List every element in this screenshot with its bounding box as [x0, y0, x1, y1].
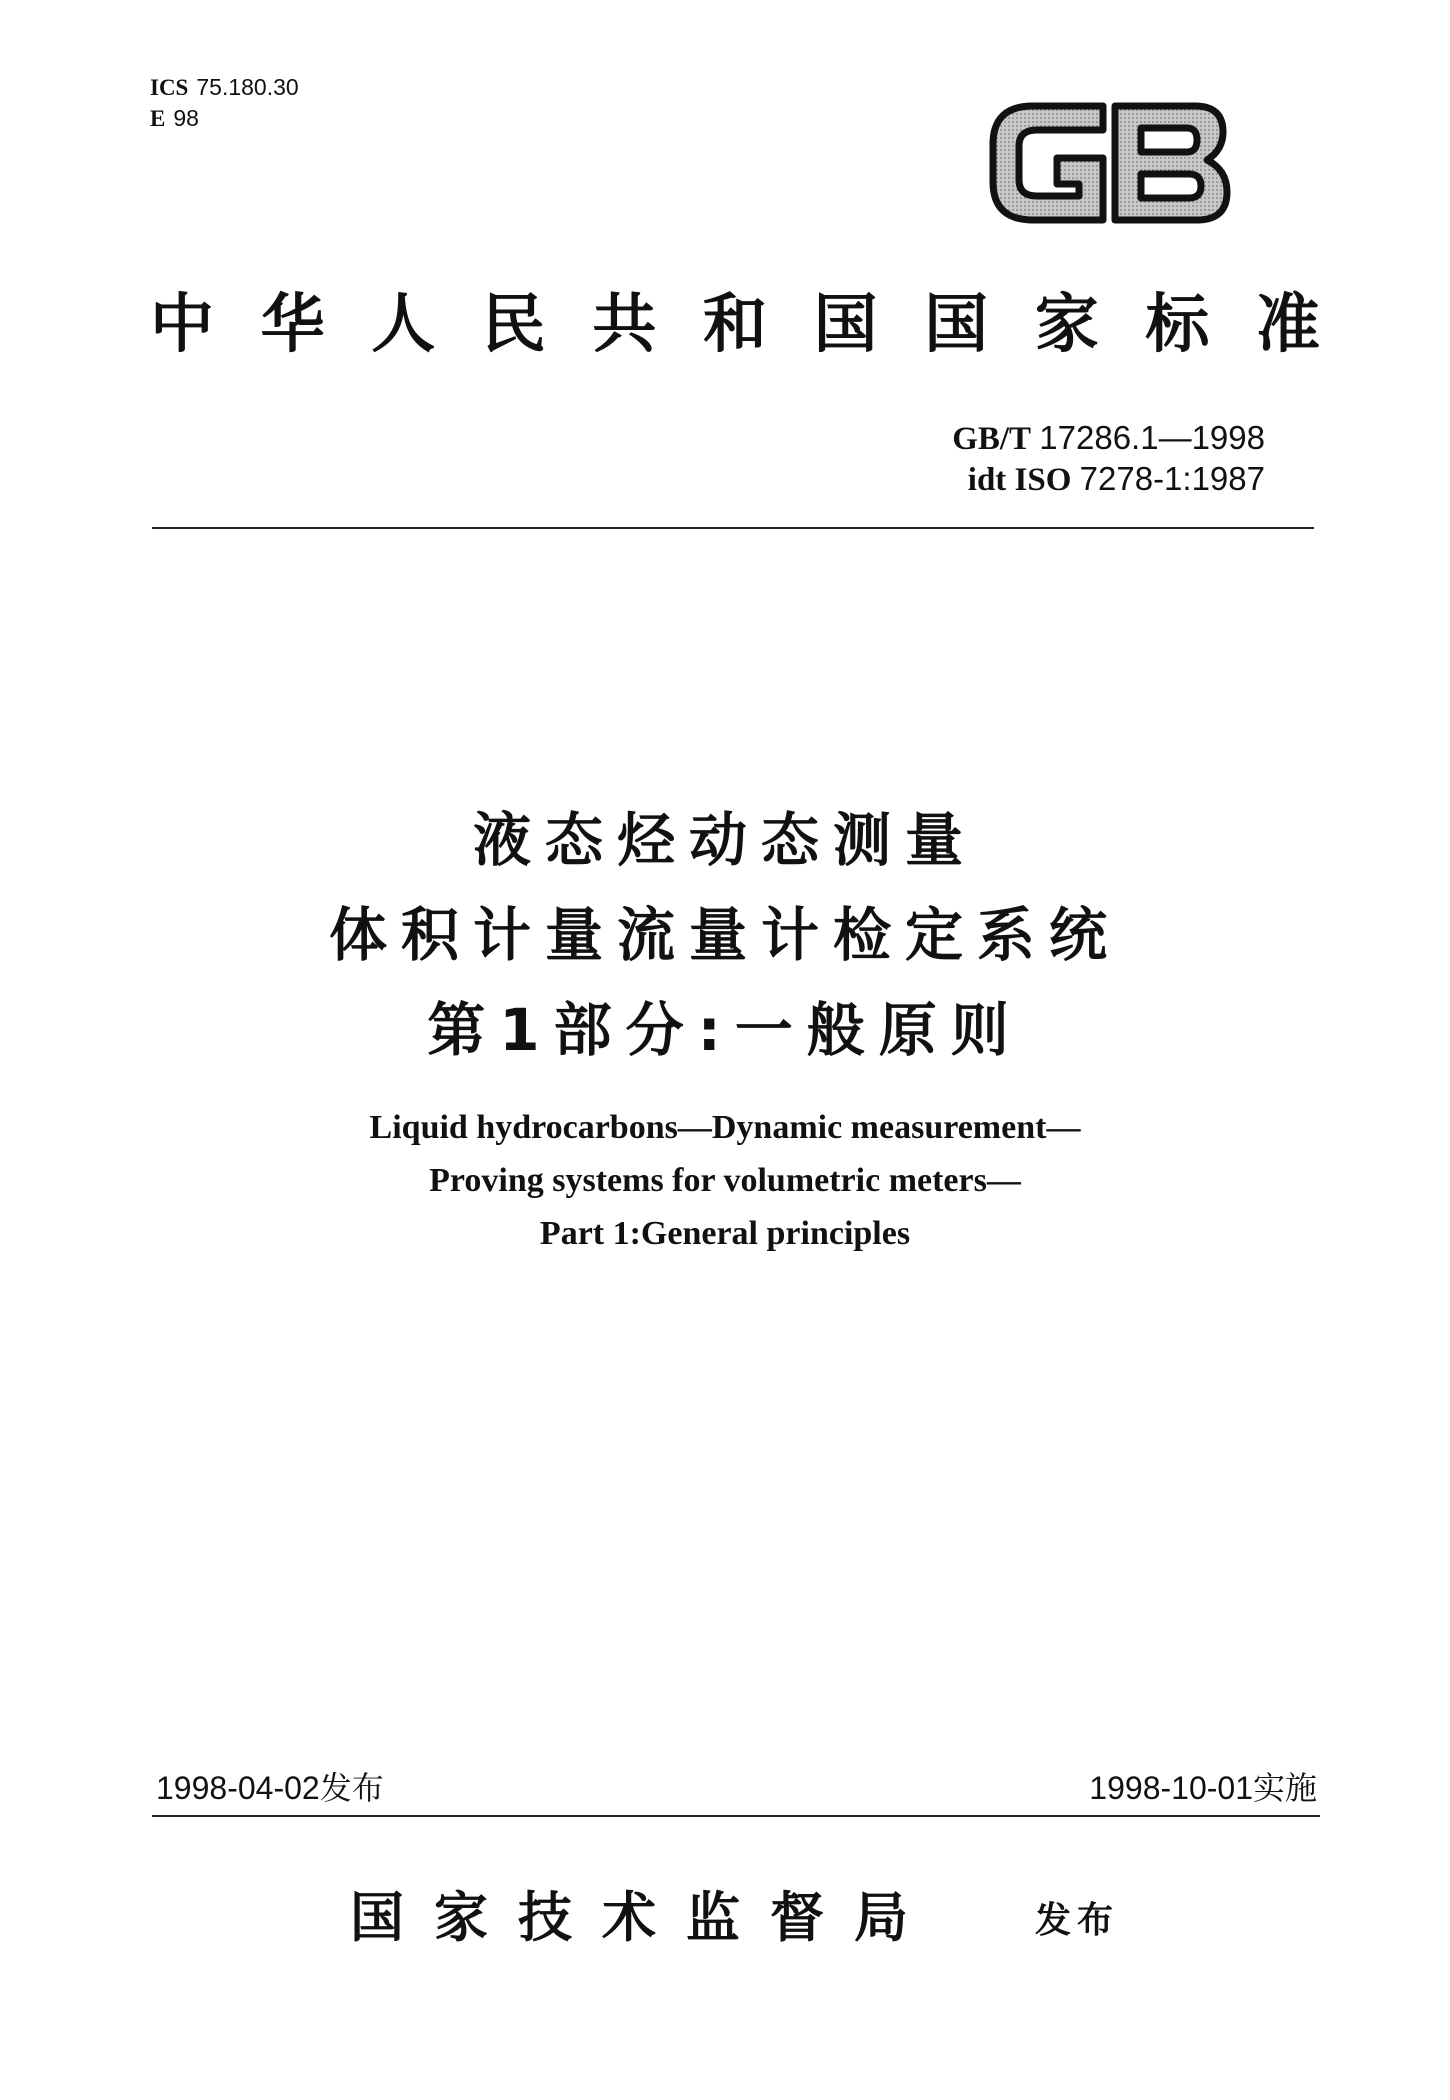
adoption-prefix: idt ISO — [967, 462, 1072, 498]
issue-date: 1998-04-02发布 — [156, 1770, 384, 1806]
standard-number: 17286.1—1998 — [1039, 419, 1265, 456]
title-en-line-2: Proving systems for volumetric meters— — [429, 1162, 1021, 1199]
adoption-number: 7278-1:1987 — [1079, 460, 1265, 497]
gb-logo — [975, 88, 1245, 238]
title-en-line-3: Part 1:General principles — [539, 1215, 911, 1252]
adoption-line — [952, 459, 1265, 500]
ccs-line — [150, 103, 299, 134]
header-divider — [152, 527, 1314, 529]
gb-logo-mark — [993, 106, 1227, 220]
issuing-authority: 国家技术监督局 — [350, 1885, 938, 1949]
effective-date: 1998-10-01实施 — [1089, 1770, 1317, 1806]
gb-logo-letter-b — [1115, 106, 1227, 220]
issuing-authority-suffix: 发布 — [1035, 1899, 1120, 1941]
classification-block — [150, 72, 299, 134]
title-cn-line-2: 体积计量流量计检定系统 — [328, 901, 1121, 969]
title-en-line-1: Liquid hydrocarbons—Dynamic measurement— — [369, 1109, 1081, 1146]
gb-logo-letter-g — [993, 106, 1103, 220]
ics-line — [150, 72, 299, 103]
ics-code: 75.180.30 — [196, 74, 299, 100]
standard-number-line — [952, 418, 1265, 459]
ccs-code: 98 — [173, 105, 199, 131]
title-cn-line-1: 液态烃动态测量 — [472, 806, 977, 874]
ccs-label: E — [150, 106, 166, 131]
ics-label: ICS — [150, 75, 189, 100]
standard-number-prefix: GB/T — [952, 421, 1032, 457]
footer-divider — [152, 1815, 1320, 1817]
national-standard-title: 中华人民共和国国家标准 — [150, 287, 1320, 362]
title-cn-line-3: 第1部分:一般原则 — [427, 996, 1023, 1064]
standard-number-block — [952, 418, 1265, 500]
